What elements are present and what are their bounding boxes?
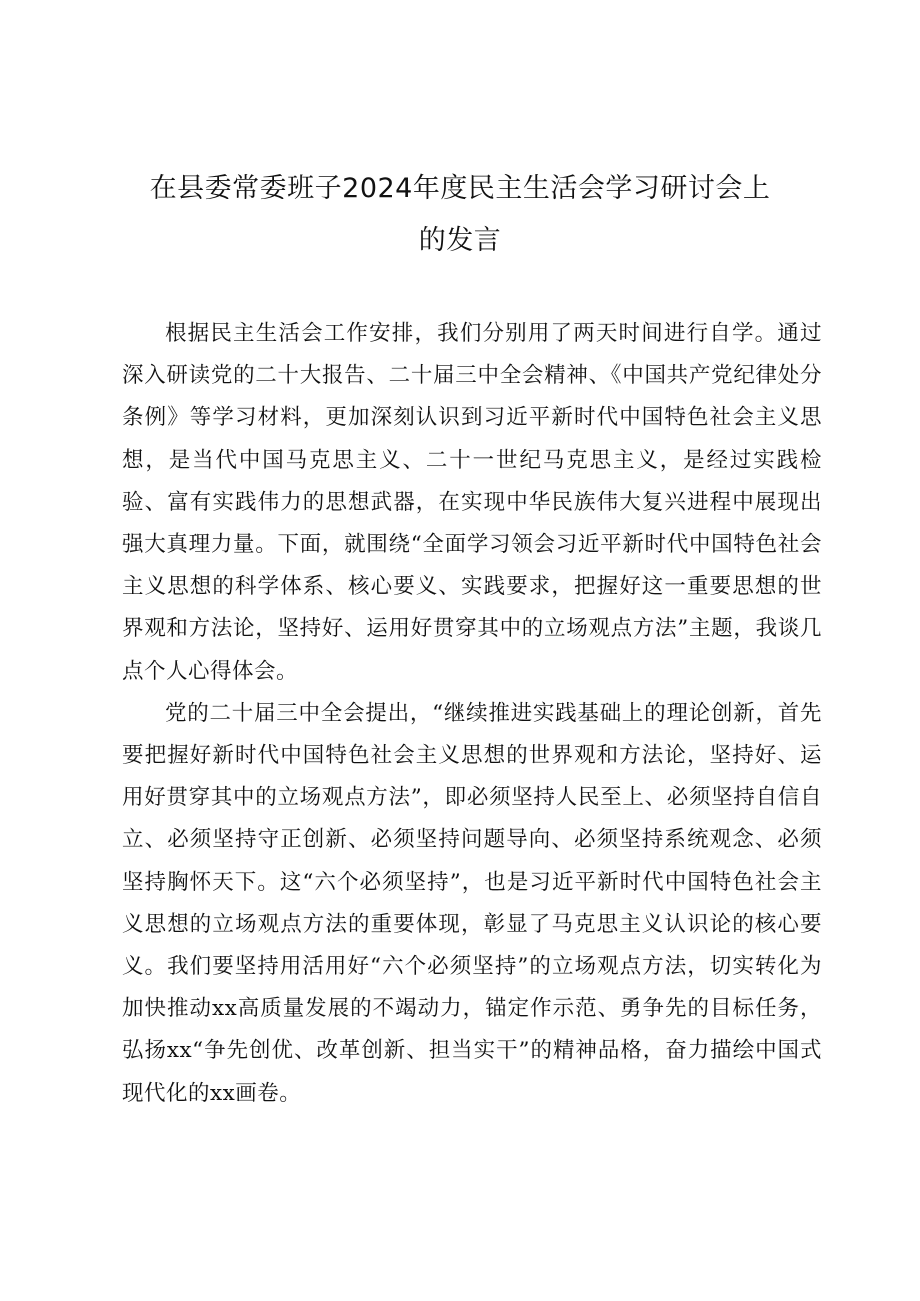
document-body (122, 313, 822, 1115)
paragraph: 党的二十届三中全会提出，“继续推进实践基础上的理论创新，首先要把握好新时代中国特色社会主义思想的世界观和方法论，坚持好、运用好贯穿其中的立场观点方法”，即必须坚持人民至上、必须坚持自信自立、必须坚持守正创新、必须坚持问题导向、必须坚持系统观念、必须坚持胸怀天下。这“六个必须坚持”，也是习近平新时代中国特色社会主义思想的立场观点方法的重要体现，彰显了马克思主义认识论的核心要义。我们要坚持用活用好“六个必须坚持”的立场观点方法，切实转化为加快推动xx高质量发展的不竭动力，锚定作示范、勇争先的目标任务，弘扬xx“争先创优、改革创新、担当实干”的精神品格，奋力描绘中国式现代化的xx画卷。 (122, 700, 822, 1106)
document-title: 在县委常委班子2024年度民主生活会学习研讨会上的发言 (149, 173, 771, 256)
paragraph: 根据民主生活会工作安排，我们分别用了两天时间进行自学。通过深入研读党的二十大报告、二十届三中全会精神、《中国共产党纪律处分条例》等学习材料，更加深刻认识到习近平新时代中国特色社会主义思想，是当代中国马克思主义、二十一世纪马克思主义，是经过实践检验、富有实践伟力的思想武器，在实现中华民族伟大复兴进程中展现出强大真理力量。下面，就围绕“全面学习领会习近平新时代中国特色社会主义思想的科学体系、核心要义、实践要求，把握好这一重要思想的世界观和方法论，坚持好、运用好贯穿其中的立场观点方法”主题，我谈几点个人心得体会。 (122, 321, 822, 684)
